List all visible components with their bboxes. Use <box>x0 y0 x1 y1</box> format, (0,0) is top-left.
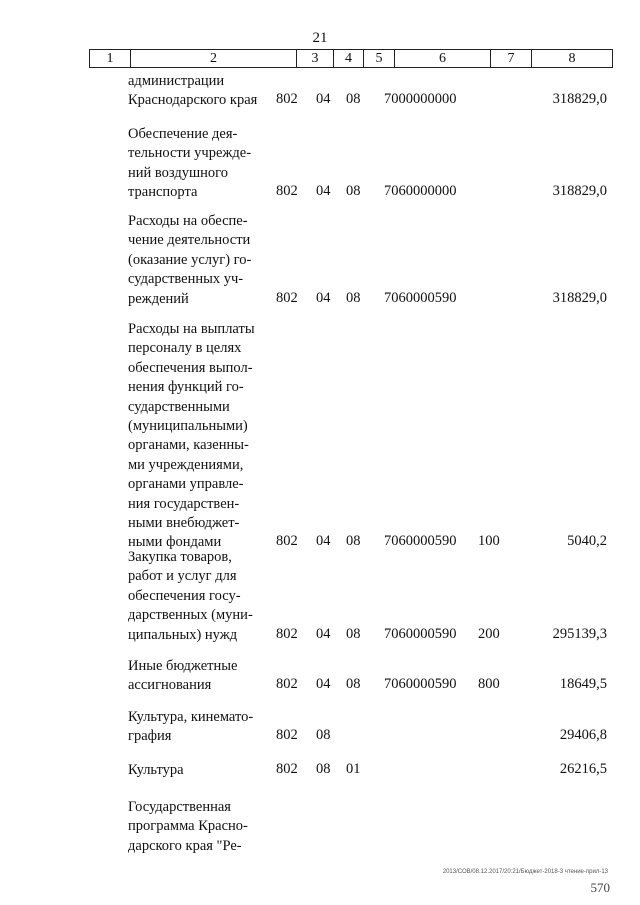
column-header-row <box>90 50 613 68</box>
ministry-code: 802 <box>276 289 298 306</box>
row-description-line: сударственных уч- <box>128 271 244 288</box>
section-code: 08 <box>316 727 331 744</box>
expense-type-code: 100 <box>478 533 500 550</box>
column-header-table <box>89 49 613 68</box>
row-description-line: Государственная <box>128 799 231 815</box>
section-code: 04 <box>316 183 331 200</box>
ministry-code: 802 <box>276 91 298 108</box>
column-header-3: 3 <box>297 50 334 68</box>
ministry-code: 802 <box>276 761 298 777</box>
column-header-5: 5 <box>364 50 395 68</box>
row-description-line: программа Красно- <box>128 818 248 835</box>
row-description-line: ний воздушного <box>128 164 229 181</box>
target-item-code: 7060000590 <box>384 289 457 306</box>
amount: 29406,8 <box>559 727 607 744</box>
ministry-code: 802 <box>276 183 298 200</box>
subsection-code: 08 <box>346 289 361 306</box>
row-description <box>128 72 264 111</box>
row-description-line: ными фондами <box>128 534 222 551</box>
column-header-7: 7 <box>491 50 532 68</box>
column-header-1: 1 <box>90 50 131 68</box>
target-item-code: 7060000590 <box>384 533 457 550</box>
row-description-line: ципальных) нужд <box>128 626 238 643</box>
expense-type-code: 800 <box>478 676 500 693</box>
footer-page-number: 570 <box>590 880 610 895</box>
row-description-line: (оказание услуг) го- <box>128 251 252 268</box>
row-description <box>128 548 264 645</box>
row-description-line: чение деятельности <box>128 232 251 249</box>
row-description-line: работ и услуг для <box>128 568 237 585</box>
section-code: 04 <box>316 533 331 550</box>
subsection-code: 01 <box>346 761 361 777</box>
row-description <box>128 798 264 856</box>
row-description-line: Культура, кинемато- <box>128 709 254 725</box>
target-item-code: 7060000590 <box>384 676 457 693</box>
row-description-line: сударственными <box>128 398 230 415</box>
row-description-line: тельности учрежде- <box>128 145 252 162</box>
row-description-line: реждений <box>128 290 189 307</box>
column-header-4: 4 <box>334 50 364 68</box>
row-description <box>128 212 264 309</box>
row-description-line: ными внебюджет- <box>128 515 240 532</box>
row-description-line: Культура <box>128 762 184 778</box>
column-header-6: 6 <box>395 50 491 68</box>
row-description-line: дарского края "Ре- <box>128 837 242 854</box>
row-description <box>128 761 264 780</box>
section-code: 08 <box>316 761 331 777</box>
subsection-code: 08 <box>346 676 361 693</box>
section-code: 04 <box>316 676 331 693</box>
row-description-line: Расходы на выплаты <box>128 321 255 337</box>
target-item-code: 7000000000 <box>384 91 457 108</box>
row-description-line: ассигнования <box>128 677 212 694</box>
row-description-line: Краснодарского края <box>128 92 258 109</box>
amount: 295139,3 <box>552 625 607 642</box>
target-item-code: 7060000590 <box>384 625 457 642</box>
page-number: 21 <box>312 30 328 46</box>
row-description-line: ния государствен- <box>128 495 240 512</box>
row-description-line: органами управле- <box>128 476 244 493</box>
row-description-line: обеспечения выпол- <box>128 359 253 376</box>
amount: 318829,0 <box>552 289 607 306</box>
row-description-line: (муниципальными) <box>128 418 248 435</box>
row-description-line: Иные бюджетные <box>128 658 238 674</box>
row-description-line: персоналу в целях <box>128 340 242 357</box>
row-description-line: органами, казенны- <box>128 437 249 454</box>
section-code: 04 <box>316 289 331 306</box>
row-description-line: администрации <box>128 73 225 89</box>
footer-document-code: 2013/СОВ/08.12.2017/20:21/Бюджет-2018-3 чтение-прил-13 <box>442 869 608 875</box>
subsection-code: 08 <box>346 625 361 642</box>
row-description-line: дарственных (муни- <box>128 607 253 624</box>
subsection-code: 08 <box>346 91 361 108</box>
row-description-line: Расходы на обеспе- <box>128 213 248 229</box>
row-description <box>128 708 264 747</box>
row-description <box>128 320 264 553</box>
ministry-code: 802 <box>276 533 298 550</box>
row-description <box>128 657 264 696</box>
amount: 318829,0 <box>552 91 607 108</box>
row-description <box>128 125 264 203</box>
ministry-code: 802 <box>276 625 298 642</box>
target-item-code: 7060000000 <box>384 183 457 200</box>
row-description-line: нения функций го- <box>128 379 244 396</box>
section-code: 04 <box>316 91 331 108</box>
ministry-code: 802 <box>276 676 298 693</box>
column-header-8: 8 <box>532 50 613 68</box>
row-description-line: транспорта <box>128 184 198 201</box>
amount: 318829,0 <box>552 183 607 200</box>
row-description-line: обеспечения госу- <box>128 587 241 604</box>
section-code: 04 <box>316 625 331 642</box>
column-header-2: 2 <box>131 50 297 68</box>
subsection-code: 08 <box>346 183 361 200</box>
amount: 18649,5 <box>559 676 607 693</box>
subsection-code: 08 <box>346 533 361 550</box>
row-description-line: графия <box>128 728 172 745</box>
row-description-line: Обеспечение дея- <box>128 126 238 142</box>
amount: 5040,2 <box>567 533 607 550</box>
row-description-line: ми учреждениями, <box>128 456 244 473</box>
expense-type-code: 200 <box>478 625 500 642</box>
row-description-line: Закупка товаров, <box>128 549 232 565</box>
ministry-code: 802 <box>276 727 298 744</box>
amount: 26216,5 <box>559 761 607 777</box>
